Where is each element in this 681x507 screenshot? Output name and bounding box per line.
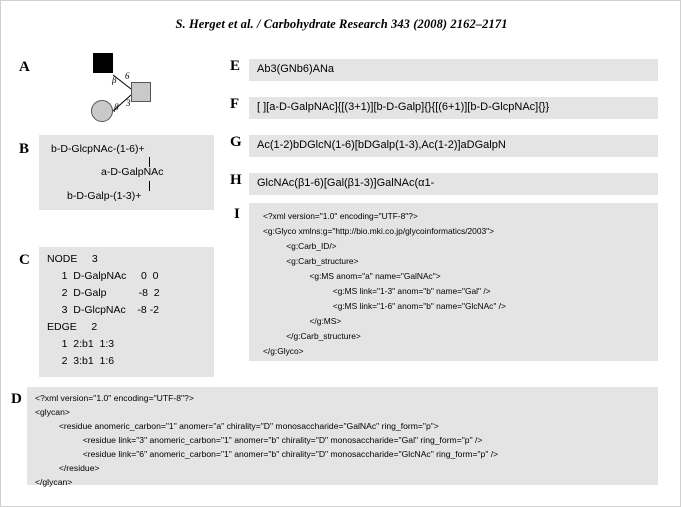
panel-d-row-3: <residue link="3" anomeric_carbon="1" anomer="b" chirality="D" monosaccharide="Gal" ring_form="p" />	[35, 435, 483, 445]
panel-a-diagram	[73, 53, 213, 131]
panel-label-e: E	[230, 58, 241, 74]
panel-g-box	[249, 135, 658, 157]
panel-i-row-4: <g:MS anom="a" name="GalNAc">	[263, 271, 441, 281]
panel-h-text: GlcNAc(β1-6)[Gal(β1-3)]GalNAc(α1-	[257, 177, 435, 189]
panel-c-row-0: NODE 3	[47, 253, 98, 265]
panel-label-h: H	[230, 172, 242, 188]
panel-label-d: D	[11, 391, 22, 407]
panel-c-row-3: 3 D-GlcpNAc -8 -2	[47, 304, 160, 316]
panel-i-row-8: </g:Carb_structure>	[263, 331, 361, 341]
panel-b-connector-bottom	[149, 181, 150, 191]
galnac-square-open	[131, 82, 151, 102]
panel-d-box	[27, 387, 658, 485]
panel-label-b: B	[19, 141, 30, 157]
panel-g-text: Ac(1-2)bDGlcN(1-6)[bDGalp(1-3),Ac(1-2)]aDGalpN	[257, 139, 506, 151]
six-label: 6	[125, 71, 130, 81]
panel-i-row-5: <g:MS link="1-3" anom="b" name="Gal" />	[263, 286, 491, 296]
panel-d-row-0: <?xml version="1.0" encoding="UTF-8"?>	[35, 393, 194, 403]
panel-label-g: G	[230, 134, 242, 150]
panel-d-row-6: </glycan>	[35, 477, 73, 487]
panel-b-line1: b-D-GlcpNAc-(1-6)+	[51, 143, 145, 155]
panel-c-row-4: EDGE 2	[47, 321, 98, 333]
panel-label-f: F	[230, 96, 240, 112]
panel-c-row-6: 2 3:b1 1:6	[47, 355, 115, 367]
panel-b-line3: b-D-Galp-(1-3)+	[67, 190, 142, 202]
panel-c-row-5: 1 2:b1 1:3	[47, 338, 115, 350]
panel-i-row-2: <g:Carb_ID/>	[263, 241, 337, 251]
panel-d-row-2: <residue anomeric_carbon="1" anomer="a" chirality="D" monosaccharide="GalNAc" ring_form="p">	[35, 421, 439, 431]
panel-i-row-6: <g:MS link="1-6" anom="b" name="GlcNAc" />	[263, 301, 506, 311]
panel-label-c: C	[19, 252, 30, 268]
panel-f-text: [ ][a-D-GalpNAc]{[(3+1)][b-D-Galp]{}{[(6+1)][b-D-GlcpNAc]{}}	[257, 101, 550, 113]
panel-b-line2: a-D-GalpNAc	[101, 166, 164, 178]
beta-upper-label: β	[112, 75, 117, 85]
panel-f-box	[249, 97, 658, 119]
panel-label-a: A	[19, 59, 30, 75]
panel-i-box	[249, 203, 658, 361]
panel-d-row-1: <glycan>	[35, 407, 70, 417]
panel-b-box	[39, 135, 214, 210]
panel-d-row-4: <residue link="6" anomeric_carbon="1" anomer="b" chirality="D" monosaccharide="GlcNAc" ring_form="p" />	[35, 449, 499, 459]
panel-i-row-9: </g:Glyco>	[263, 346, 304, 356]
panel-e-box	[249, 59, 658, 81]
panel-c-row-2: 2 D-Galp -8 2	[47, 287, 160, 299]
panel-i-row-7: </g:MS>	[263, 316, 342, 326]
three-label: 3	[126, 98, 131, 108]
panel-c-row-1: 1 D-GalpNAc 0 0	[47, 270, 159, 282]
panel-c-box	[39, 247, 214, 377]
panel-h-box	[249, 173, 658, 195]
panel-i-row-1: <g:Glyco xmlns:g="http://bio.mki.co.jp/glycoinformatics/2003">	[263, 226, 495, 236]
panel-i-row-0: <?xml version="1.0" encoding="UTF-8"?>	[263, 211, 418, 221]
panel-i-row-3: <g:Carb_structure>	[263, 256, 359, 266]
beta-lower-label: β	[114, 102, 119, 112]
page-header: S. Herget et al. / Carbohydrate Research 343 (2008) 2162–2171	[175, 17, 508, 31]
gal-circle	[91, 100, 113, 122]
panel-e-text: Ab3(GNb6)ANa	[257, 63, 335, 75]
panel-d-row-5: </residue>	[35, 463, 100, 473]
glcnac-square-filled	[93, 53, 113, 73]
panel-label-i: I	[234, 206, 240, 222]
